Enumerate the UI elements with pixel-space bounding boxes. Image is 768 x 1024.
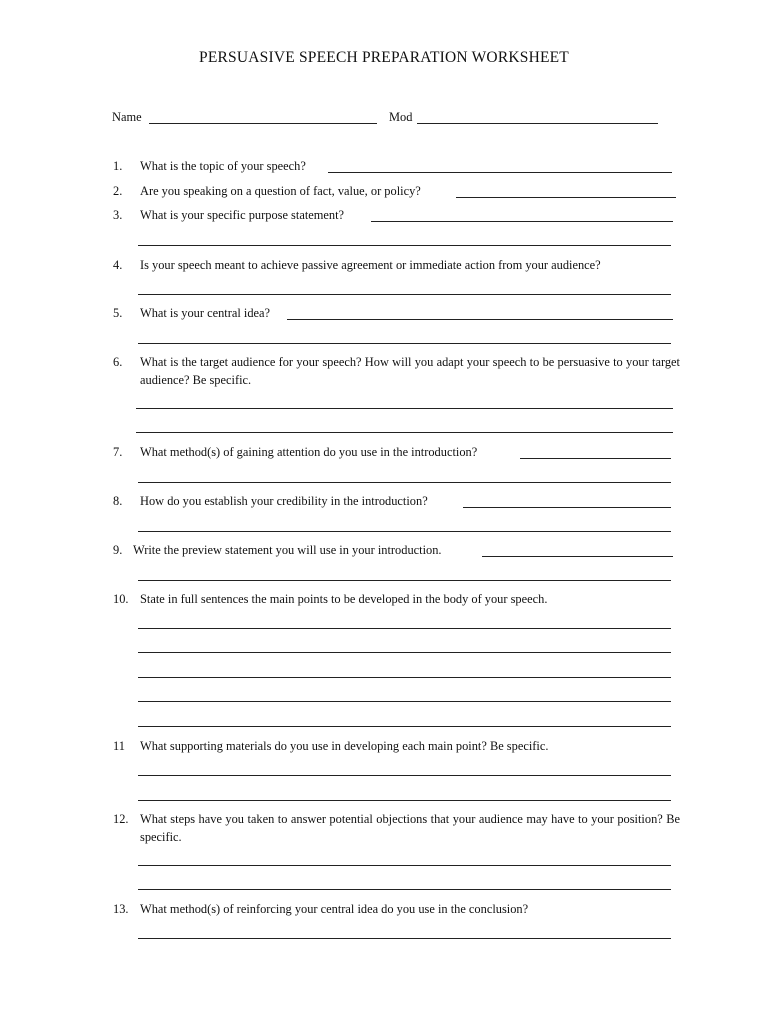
question-number: 11	[113, 739, 125, 753]
answer-line[interactable]	[287, 319, 673, 320]
answer-line[interactable]	[138, 701, 671, 702]
question-text: What supporting materials do you use in developing each main point? Be specific.	[140, 739, 549, 753]
question-text: What method(s) of reinforcing your central idea do you use in the conclusion?	[140, 902, 529, 916]
question-number: 6.	[113, 355, 123, 369]
answer-line[interactable]	[136, 432, 673, 433]
answer-line[interactable]	[138, 531, 671, 532]
question-text: Is your speech meant to achieve passive agreement or immediate action from your audience?	[140, 258, 601, 272]
answer-line[interactable]	[138, 482, 671, 483]
question-text: What is your central idea?	[140, 306, 271, 320]
answer-line[interactable]	[138, 938, 671, 939]
question-number: 10.	[113, 592, 129, 606]
question-text: What is the topic of your speech?	[140, 159, 306, 173]
answer-line[interactable]	[138, 343, 671, 344]
question-number: 7.	[113, 445, 123, 459]
answer-line[interactable]	[138, 889, 671, 890]
question-text: State in full sentences the main points to be developed in the body of your speech.	[140, 592, 548, 606]
name-field[interactable]	[149, 123, 377, 124]
answer-line[interactable]	[138, 677, 671, 678]
question-text: What is the target audience for your speech? How will you adapt your speech to be persuasive to your target audience? Be specific.	[140, 355, 680, 387]
question-number: 13.	[113, 902, 129, 916]
answer-line[interactable]	[138, 294, 671, 295]
worksheet-title: PERSUASIVE SPEECH PREPARATION WORKSHEET	[199, 49, 569, 66]
question-number: 2.	[113, 184, 123, 198]
question-text: What method(s) of gaining attention do you use in the introduction?	[140, 445, 478, 459]
answer-line[interactable]	[138, 652, 671, 653]
question-number: 8.	[113, 494, 123, 508]
answer-line[interactable]	[138, 726, 671, 727]
answer-line[interactable]	[138, 245, 671, 246]
answer-line[interactable]	[520, 458, 671, 459]
question-text: How do you establish your credibility in the introduction?	[140, 494, 428, 508]
name-label: Name	[112, 110, 142, 124]
question-text: What is your specific purpose statement?	[140, 208, 345, 222]
answer-line[interactable]	[138, 800, 671, 801]
answer-line[interactable]	[328, 172, 672, 173]
mod-field[interactable]	[417, 123, 658, 124]
question-number: 3.	[113, 208, 123, 222]
mod-label: Mod	[389, 110, 413, 124]
question-number: 9.	[113, 543, 123, 557]
answer-line[interactable]	[138, 865, 671, 866]
answer-line[interactable]	[456, 197, 676, 198]
answer-line[interactable]	[463, 507, 671, 508]
answer-line[interactable]	[482, 556, 673, 557]
answer-line[interactable]	[138, 628, 671, 629]
question-number: 4.	[113, 258, 123, 272]
question-number: 1.	[113, 159, 123, 173]
answer-line[interactable]	[138, 775, 671, 776]
question-number: 5.	[113, 306, 123, 320]
question-text: Are you speaking on a question of fact, value, or policy?	[140, 184, 421, 198]
answer-line[interactable]	[138, 580, 671, 581]
question-text: What steps have you taken to answer potential objections that your audience may have to your position? Be specific.	[140, 812, 680, 844]
answer-line[interactable]	[371, 221, 673, 222]
question-number: 12.	[113, 812, 129, 826]
question-text: Write the preview statement you will use in your introduction.	[133, 543, 442, 557]
answer-line[interactable]	[136, 408, 673, 409]
